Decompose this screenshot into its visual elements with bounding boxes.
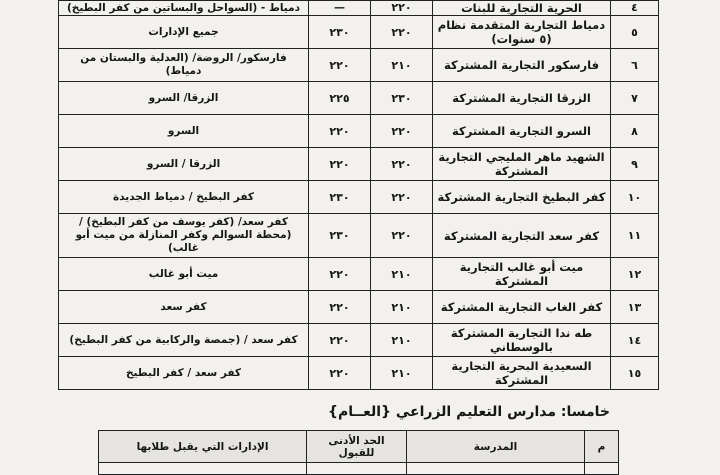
admin-areas: كفر سعد (59, 291, 309, 324)
admin-areas: كفر سعد / (جمصة والركابية من كفر البطيخ) (59, 324, 309, 357)
table-row (59, 324, 659, 357)
min-score-1: ٢٢٠ (371, 1, 433, 16)
header-admin-areas: الإدارات التي يقبل طلابها (99, 431, 307, 463)
table-row (59, 258, 659, 291)
table-row (59, 49, 659, 82)
table-row (59, 82, 659, 115)
school-name: كفر البطيخ التجارية المشتركة (433, 181, 611, 214)
school-name: فارسكور التجارية المشتركة (433, 49, 611, 82)
row-number: ٥ (611, 16, 659, 49)
schools-table-body (59, 1, 659, 390)
min-score-1: ٢١٠ (371, 291, 433, 324)
school-name: الزرقا التجارية المشتركة (433, 82, 611, 115)
row-number: ٨ (611, 115, 659, 148)
school-name: كفر الغاب التجارية المشتركة (433, 291, 611, 324)
table-row (59, 16, 659, 49)
agri-schools-table (98, 430, 619, 475)
school-name: السعيدية البحرية التجارية المشتركة (433, 357, 611, 390)
admin-areas: الزرقا/ السرو (59, 82, 309, 115)
min-score-1: ٢٢٠ (371, 181, 433, 214)
empty-cell (407, 463, 585, 475)
min-score-1: ٢٢٠ (371, 214, 433, 258)
school-name: السرو التجارية المشتركة (433, 115, 611, 148)
row-number: ١١ (611, 214, 659, 258)
admin-areas: ميت أبو غالب (59, 258, 309, 291)
table-header-row (99, 431, 619, 463)
table-row (59, 357, 659, 390)
min-score-1: ٢١٠ (371, 258, 433, 291)
min-score-1: ٢١٠ (371, 49, 433, 82)
table-row (59, 1, 659, 16)
row-number: ٤ (611, 1, 659, 16)
min-score-1: ٢١٠ (371, 357, 433, 390)
min-score-2: ٢٢٠ (309, 258, 371, 291)
row-number: ٧ (611, 82, 659, 115)
min-score-2: ٢٢٥ (309, 82, 371, 115)
table-row (59, 148, 659, 181)
min-score-1: ٢١٠ (371, 324, 433, 357)
admin-areas: فارسكور/ الروضة/ (العدلية والبستان من دمياط) (59, 49, 309, 82)
table-row (59, 115, 659, 148)
min-score-2: ٢٢٠ (309, 115, 371, 148)
min-score-1: ٢٢٠ (371, 148, 433, 181)
row-number: ٩ (611, 148, 659, 181)
admin-areas: السرو (59, 115, 309, 148)
header-min-score: الحد الأدنى للقبول (307, 431, 407, 463)
admin-areas: كفر سعد/ (كفر يوسف من كفر البطيخ) / (محطة السوالم وكفر المنازلة من ميت أبو غالب) (59, 214, 309, 258)
min-score-2: ٢٣٠ (309, 181, 371, 214)
schools-table (58, 0, 659, 390)
table-row (59, 181, 659, 214)
row-number: ١٤ (611, 324, 659, 357)
row-number: ١٥ (611, 357, 659, 390)
school-name: كفر سعد التجارية المشتركة (433, 214, 611, 258)
row-number: ١٢ (611, 258, 659, 291)
section-title: خامسا: مدارس التعليم الزراعي {العــام} (328, 404, 610, 420)
min-score-2: ٢٢٠ (309, 49, 371, 82)
min-score-2: ٢٢٠ (309, 357, 371, 390)
table-row (59, 214, 659, 258)
row-number: ١٠ (611, 181, 659, 214)
school-name: ميت أبو غالب التجارية المشتركة (433, 258, 611, 291)
empty-cell (585, 463, 619, 475)
min-score-1: ٢٢٠ (371, 115, 433, 148)
min-score-2: ٢٢٠ (309, 291, 371, 324)
school-name: الحرية التجارية للبنات (433, 1, 611, 16)
table-row (59, 291, 659, 324)
empty-cell (99, 463, 307, 475)
admin-areas: كفر سعد / كفر البطيخ (59, 357, 309, 390)
min-score-2: — (309, 1, 371, 16)
min-score-1: ٢٢٠ (371, 16, 433, 49)
admin-areas: كفر البطيخ / دمياط الجديدة (59, 181, 309, 214)
min-score-2: ٢٢٠ (309, 324, 371, 357)
admin-areas: جميع الإدارات (59, 16, 309, 49)
school-name: الشهيد ماهر المليجي التجارية المشتركة (433, 148, 611, 181)
min-score-2: ٢٣٠ (309, 16, 371, 49)
table-row (99, 463, 619, 475)
empty-cell (307, 463, 407, 475)
min-score-2: ٢٢٠ (309, 148, 371, 181)
admin-areas: الزرقا / السرو (59, 148, 309, 181)
header-school: المدرسة (407, 431, 585, 463)
header-number: م (585, 431, 619, 463)
row-number: ٦ (611, 49, 659, 82)
row-number: ١٣ (611, 291, 659, 324)
min-score-2: ٢٣٠ (309, 214, 371, 258)
min-score-1: ٢٣٠ (371, 82, 433, 115)
school-name: دمياط التجارية المتقدمة نظام (٥ سنوات) (433, 16, 611, 49)
school-name: طه ندا التجارية المشتركة بالوسطاني (433, 324, 611, 357)
admin-areas: دمياط - (السواحل والبساتين من كفر البطيخ) (59, 1, 309, 16)
